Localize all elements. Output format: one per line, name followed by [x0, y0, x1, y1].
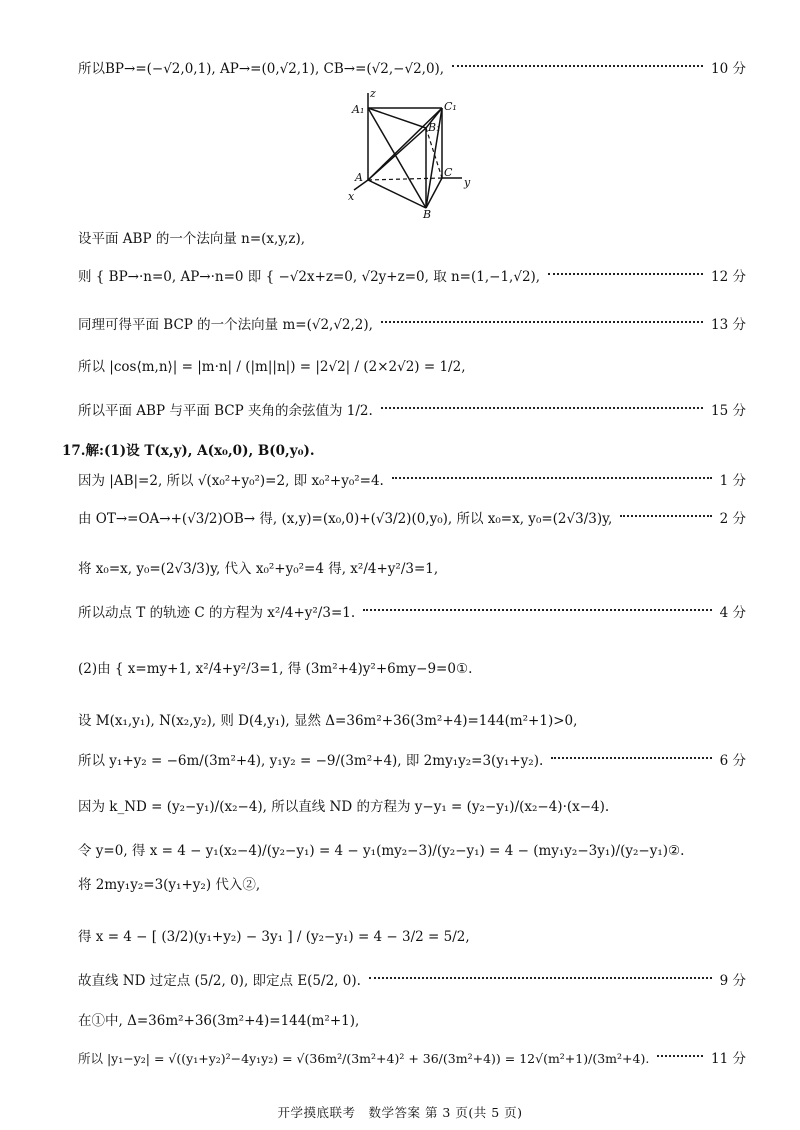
answer-line-10 [78, 560, 746, 578]
dot-leader [381, 321, 703, 323]
answer-line-12 [78, 660, 746, 678]
line-text: 同理可得平面 BCP 的一个法向量 m=(√2,√2,2), [78, 317, 373, 333]
line-text: 令 y=0, 得 x = 4 − y₁(x₂−4)/(y₂−y₁) = 4 − y₁(my₂−3)/(y₂−y₁) = 4 − (my₁y₂−3y₁)/(y₂−y₁)②. [78, 843, 685, 859]
dot-leader [620, 515, 711, 517]
label-z: z [370, 88, 376, 100]
answer-line-14 [78, 752, 746, 770]
answer-line-13 [78, 712, 746, 730]
line-text: 因为 |AB|=2, 所以 √(x₀²+y₀²)=2, 即 x₀²+y₀²=4. [78, 473, 384, 489]
line-text: 所以动点 T 的轨迹 C 的方程为 x²/4+y²/3=1. [78, 605, 356, 621]
answer-line-18 [78, 928, 746, 946]
line-text: 故直线 ND 过定点 (5/2, 0), 即定点 E(5/2, 0). [78, 973, 361, 989]
label-b: B [423, 208, 432, 218]
diag-b1c-hidden [426, 128, 442, 178]
score-label: 4 分 [719, 605, 746, 621]
answer-line-6 [78, 402, 746, 420]
question-17-heading [62, 442, 730, 460]
dot-leader [548, 273, 703, 275]
answer-line-5 [78, 358, 746, 376]
line-text: 设 M(x₁,y₁), N(x₂,y₂), 则 D(4,y₁), 显然 Δ=36m²+36(3m²+4)=144(m²+1)>0, [78, 713, 578, 729]
answer-line-11 [78, 604, 746, 622]
line-text: 所以平面 ABP 与平面 BCP 夹角的余弦值为 1/2. [78, 403, 373, 419]
answer-line-21 [78, 1050, 746, 1068]
line-text: 设平面 ABP 的一个法向量 n=(x,y,z), [78, 231, 306, 247]
answer-line-2 [78, 230, 746, 248]
line-text: 因为 k_ND = (y₂−y₁)/(x₂−4), 所以直线 ND 的方程为 y−y₁ = (y₂−y₁)/(x₂−4)·(x−4). [78, 799, 610, 815]
answer-line-4 [78, 316, 746, 334]
answer-line-17 [78, 876, 746, 894]
score-label: 12 分 [711, 269, 746, 285]
dot-leader [452, 65, 703, 67]
score-label: 13 分 [711, 317, 746, 333]
line-text: 所以BP→=(−√2,0,1), AP→=(0,√2,1), CB→=(√2,−√2,0), [78, 61, 445, 77]
score-label: 6 分 [719, 753, 746, 769]
prism-figure [340, 88, 480, 218]
line-text: 所以 |cos⟨m,n⟩| = |m·n| / (|m||n|) = |2√2| / (2×2√2) = 1/2, [78, 359, 466, 375]
line-text: 将 x₀=x, y₀=(2√3/3)y, 代入 x₀²+y₀²=4 得, x²/4+y²/3=1, [78, 561, 439, 577]
score-label: 11 分 [711, 1051, 746, 1067]
diag-ab1 [368, 128, 426, 180]
dot-leader [381, 407, 703, 409]
label-b1: B₁ [428, 121, 441, 134]
label-a: A [355, 171, 363, 184]
answer-line-16 [78, 842, 746, 860]
label-a1: A₁ [352, 103, 365, 116]
dot-leader [363, 609, 711, 611]
diag-a1b [368, 108, 426, 208]
page-footer: 开学摸底联考 数学答案 第 3 页(共 5 页) [277, 1105, 523, 1120]
answer-line-20 [78, 1012, 746, 1030]
line-text: 则 { BP→·n=0, AP→·n=0 即 { −√2x+z=0, √2y+z=0, 取 n=(1,−1,√2), [78, 269, 541, 285]
answer-line-9 [78, 510, 746, 528]
label-c: C [444, 166, 453, 179]
line-text: (2)由 { x=my+1, x²/4+y²/3=1, 得 (3m²+4)y²+6my−9=0①. [78, 661, 473, 677]
label-x: x [348, 190, 355, 203]
dot-leader [392, 477, 712, 479]
dot-leader [551, 757, 711, 759]
dot-leader [657, 1055, 703, 1057]
line-text: 所以 y₁+y₂ = −6m/(3m²+4), y₁y₂ = −9/(3m²+4), 即 2my₁y₂=3(y₁+y₂). [78, 753, 544, 769]
line-text: 17.解:(1)设 T(x,y), A(x₀,0), B(0,y₀). [62, 443, 315, 459]
score-label: 9 分 [719, 973, 746, 989]
line-text: 所以 |y₁−y₂| = √((y₁+y₂)²−4y₁y₂) = √(36m²/(3m²+4)² + 36/(3m²+4)) = 12√(m²+1)/(3m²+4). [78, 1051, 650, 1066]
line-text: 由 OT→=OA→+(√3/2)OB→ 得, (x,y)=(x₀,0)+(√3/2)(0,y₀), 所以 x₀=x, y₀=(2√3/3)y, [78, 511, 613, 527]
answer-line-3 [78, 268, 746, 286]
score-label: 2 分 [719, 511, 746, 527]
score-label: 10 分 [711, 61, 746, 77]
score-label: 15 分 [711, 403, 746, 419]
label-y: y [464, 176, 471, 189]
label-c1: C₁ [444, 100, 457, 113]
score-label: 1 分 [719, 473, 746, 489]
answer-line-8 [78, 472, 746, 490]
dot-leader [369, 977, 712, 979]
edge-a1b1 [368, 108, 426, 128]
answer-line-19 [78, 972, 746, 990]
answer-line-1 [78, 60, 746, 78]
answer-line-15 [78, 798, 746, 816]
line-text: 在①中, Δ=36m²+36(3m²+4)=144(m²+1), [78, 1013, 360, 1029]
line-text: 将 2my₁y₂=3(y₁+y₂) 代入②, [78, 877, 261, 893]
line-text: 得 x = 4 − [ (3/2)(y₁+y₂) − 3y₁ ] / (y₂−y₁) = 4 − 3/2 = 5/2, [78, 929, 470, 945]
